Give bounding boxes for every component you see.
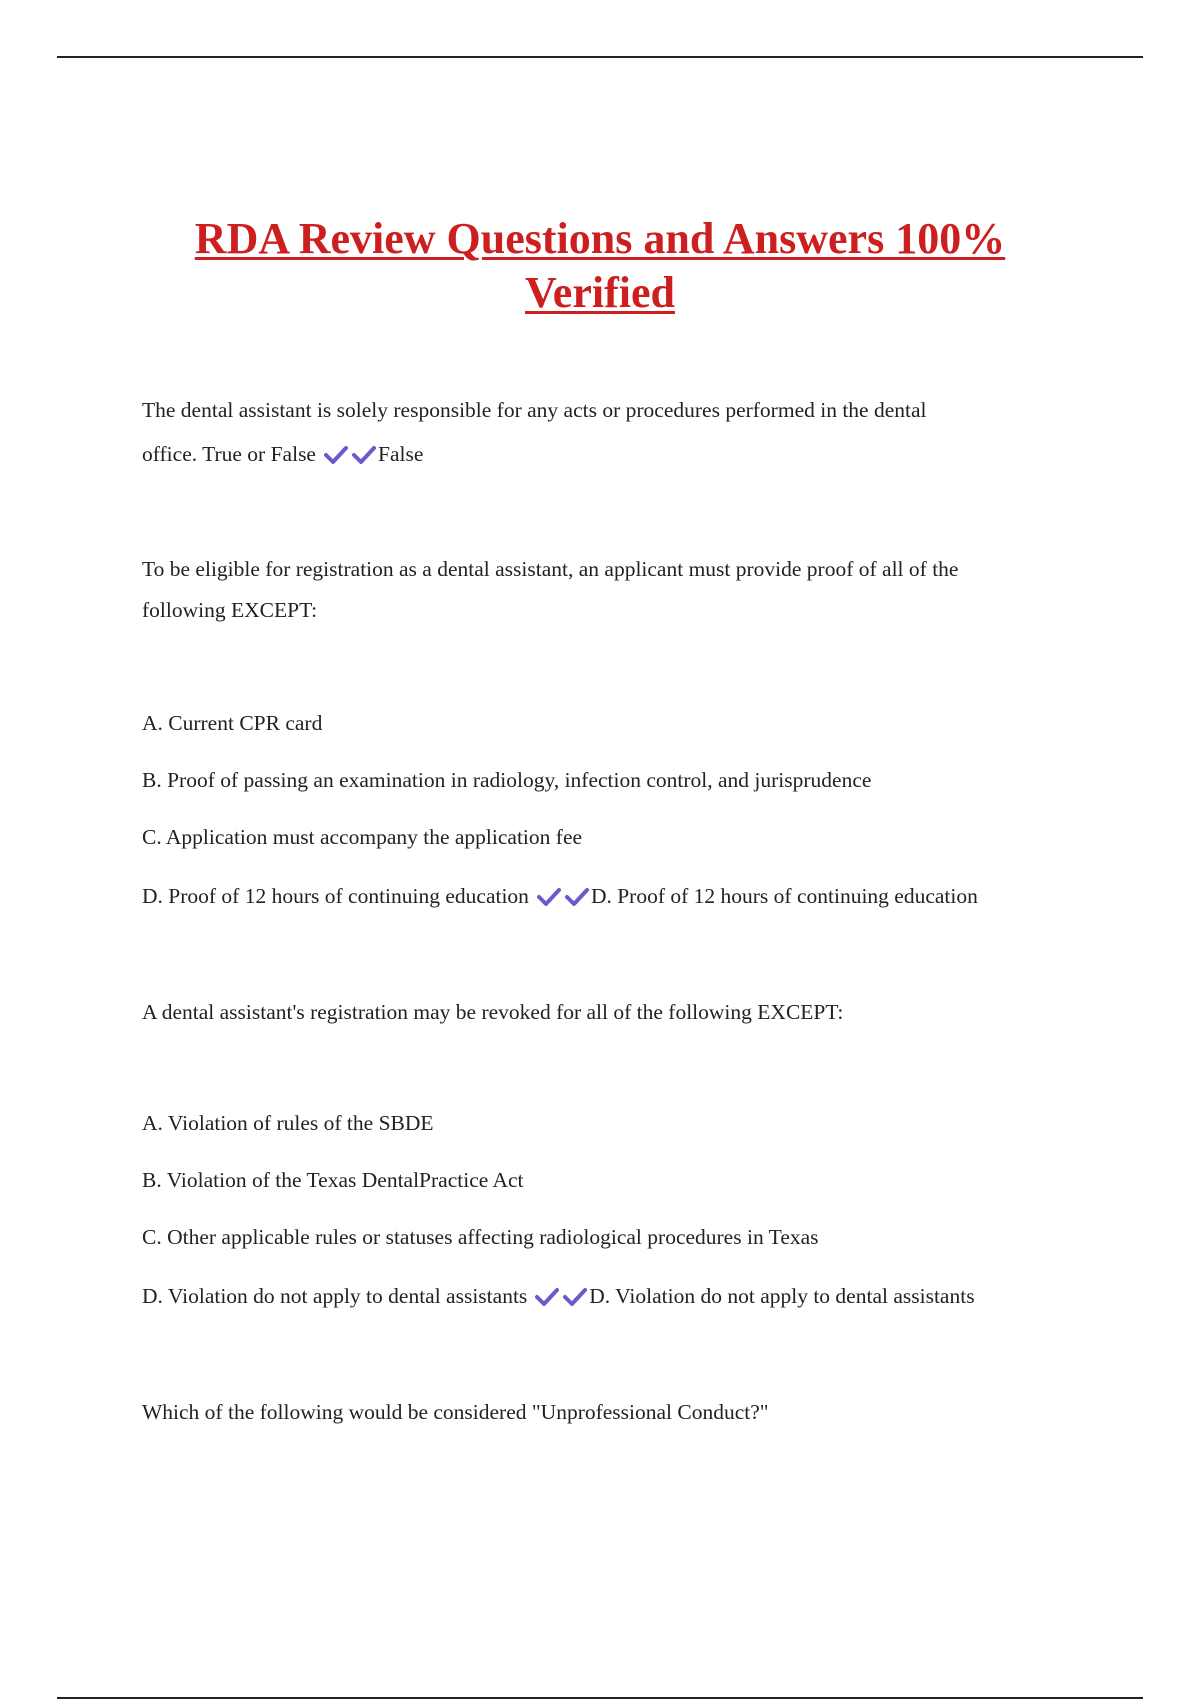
checkmark-icon [535,1287,559,1307]
question-2-answer: D. Proof of 12 hours of continuing education [590,884,978,908]
checkmark-icon [537,887,561,907]
question-1-prompt-line-1: The dental assistant is solely responsible for any acts or procedures performed in the dental [142,398,927,422]
answer-checkmarks [324,439,376,469]
question-2-option-b: B. Proof of passing an examination in radiology, infection control, and jurisprudence [142,768,872,792]
question-3-option-d-line [142,1281,975,1311]
checkmark-icon [324,445,348,465]
question-3-option-d: D. Violation do not apply to dental assistants [142,1284,528,1308]
title-line-2: Verified [525,268,675,317]
top-rule [57,56,1143,58]
question-1-prompt-line-2 [142,439,423,469]
question-2-prompt-line-1: To be eligible for registration as a dental assistant, an applicant must provide proof of all of the [142,557,959,581]
checkmark-icon [565,887,589,907]
checkmark-icon [563,1287,587,1307]
question-1-answer: False [377,442,424,466]
question-3-option-c: C. Other applicable rules or statuses affecting radiological procedures in Texas [142,1225,819,1249]
question-3-option-b: B. Violation of the Texas DentalPractice Act [142,1168,524,1192]
question-3-option-a: A. Violation of rules of the SBDE [142,1111,434,1135]
question-1-prompt-text: office. True or False [142,442,316,466]
question-3-answer: D. Violation do not apply to dental assistants [589,1284,975,1308]
answer-checkmarks [537,881,589,911]
question-2-option-c: C. Application must accompany the application fee [142,825,583,849]
document-title [0,212,1200,320]
question-4-prompt-line-1: Which of the following would be considered "Unprofessional Conduct?" [142,1400,769,1424]
title-line-1: RDA Review Questions and Answers 100% [194,214,1006,263]
question-2-prompt-line-2: following EXCEPT: [142,598,318,622]
bottom-rule [57,1697,1143,1699]
question-2-option-d-line [142,881,978,911]
answer-checkmarks [535,1281,587,1311]
question-2-option-d: D. Proof of 12 hours of continuing education [142,884,529,908]
question-3-prompt-line-1: A dental assistant's registration may be revoked for all of the following EXCEPT: [142,1000,844,1024]
question-2-option-a: A. Current CPR card [142,711,323,735]
checkmark-icon [352,445,376,465]
